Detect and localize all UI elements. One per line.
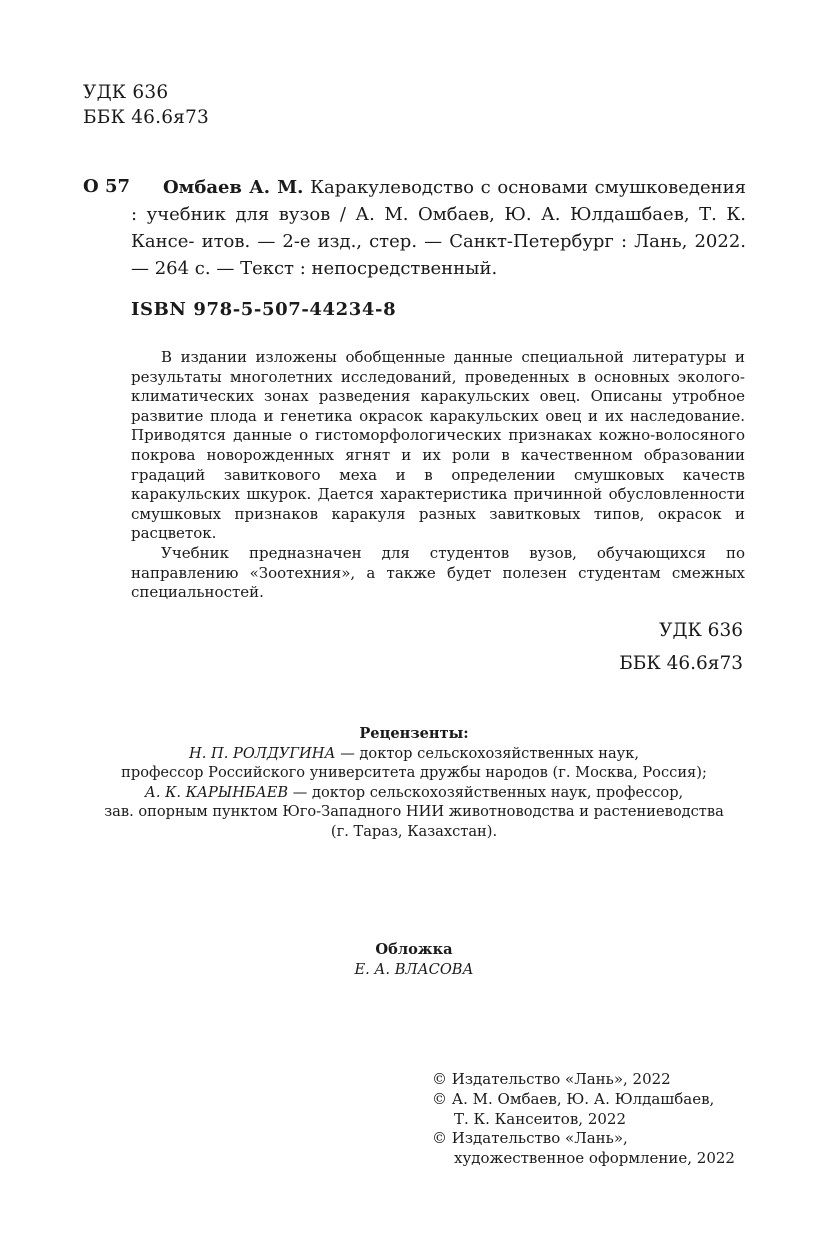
udk-code: УДК 636 bbox=[83, 82, 169, 103]
reviewers-heading: Рецензенты: bbox=[359, 725, 469, 742]
copyright-line-4: © Издательство «Лань», bbox=[432, 1129, 628, 1148]
reviewer-2-name: А. К. КАРЫНБАЕВ bbox=[144, 783, 289, 801]
cover-credit bbox=[83, 940, 745, 979]
reviewer-2-affiliation: зав. опорным пунктом Юго-Западного НИИ животноводства и растениеводства bbox=[104, 803, 724, 821]
classification-codes-bottom bbox=[619, 614, 743, 680]
copyright-line-3: Т. К. Кансеитов, 2022 bbox=[454, 1109, 626, 1128]
annotation-paragraph-2: Учебник предназначен для студентов вузов, обучающихся по направлению «Зоотехния», а также будет полезен студентам смежных специальностей. bbox=[131, 543, 745, 602]
reviewer-1-name: Н. П. РОЛДУГИНА bbox=[189, 744, 336, 762]
bib-author: Омбаев А. М. bbox=[163, 177, 304, 198]
bib-line-3: итов. — 2-е изд., стер. — Санкт-Петербург : Лань, 2022. — 264 с. — bbox=[131, 231, 746, 279]
reviewer-2-location: (г. Тараз, Казахстан). bbox=[330, 822, 498, 840]
reviewer-1-affiliation: профессор Российского университета дружбы народов (г. Москва, Россия); bbox=[121, 764, 707, 782]
isbn: ISBN 978-5-507-44234-8 bbox=[131, 299, 397, 320]
bib-line-2: учебник для вузов / А. М. Омбаев, Ю. А. Юлдашбаев, Т. К. Кансе- bbox=[131, 204, 746, 252]
annotation bbox=[131, 348, 745, 603]
copyright-block bbox=[432, 1070, 735, 1169]
bib-line-4: Текст : непосредственный. bbox=[240, 258, 498, 279]
classification-codes-top bbox=[83, 80, 209, 130]
udk-code-bottom: УДК 636 bbox=[659, 620, 743, 641]
copyright-line-1: © Издательство «Лань», 2022 bbox=[432, 1070, 671, 1088]
reviewer-2-role: — доктор сельскохозяйственных наук, профессор, bbox=[288, 783, 684, 801]
annotation-paragraph-1: В издании изложены обобщенные данные специальной литературы и результаты многолетних исследований, проведенных в основных эколого-климатических зонах разведения каракульских овец. Описаны утробное развитие плода и генетика окрасок каракульских овец и их наследование. Приводятся данные о гистоморфологических признаках кожно-волосяного покрова новорожденных ягнят и их роли в качественном образовании градаций завиткового меха и в определении смушковых качеств каракульских шкурок. Дается характеристика причинной обусловленности смушковых признаков каракуля разных завитковых типов, окрасок и расцветок. bbox=[131, 348, 745, 543]
reviewer-1 bbox=[83, 744, 745, 764]
reviewers-block bbox=[83, 724, 745, 842]
cover-heading: Обложка bbox=[375, 941, 453, 958]
copyright-line-2: © А. М. Омбаев, Ю. А. Юлдашбаев, bbox=[432, 1089, 715, 1108]
bibliographic-record bbox=[131, 174, 746, 282]
bbk-code: ББК 46.6я73 bbox=[83, 107, 209, 128]
reviewer-2 bbox=[83, 783, 745, 803]
bbk-code-bottom: ББК 46.6я73 bbox=[619, 653, 743, 674]
bib-title: Каракулеводство с основами смушковедения : bbox=[131, 177, 746, 225]
reviewer-1-role: — доктор сельскохозяйственных наук, bbox=[335, 744, 639, 762]
copyright-line-5: художественное оформление, 2022 bbox=[454, 1149, 735, 1168]
cover-designer: Е. А. ВЛАСОВА bbox=[354, 960, 474, 978]
author-mark: О 57 bbox=[83, 176, 130, 197]
